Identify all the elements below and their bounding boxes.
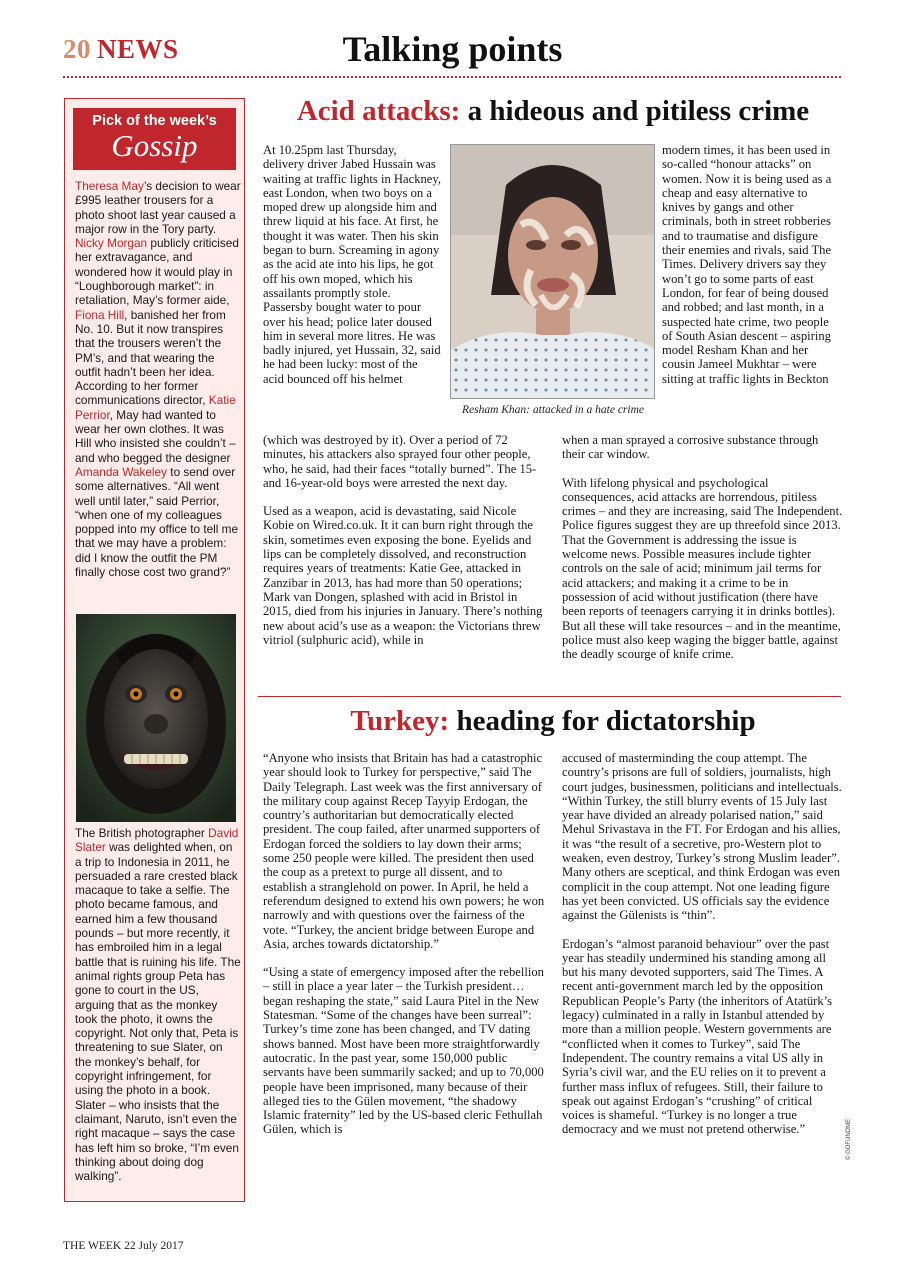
acid-victim-photo [450,144,655,399]
acid-col2-bottom-text: when a man sprayed a corrosive substance through their car window. [562,433,819,462]
turkey-headline-kicker: Turkey: [350,705,450,737]
monkey-selfie-photo [76,614,236,822]
person-name: David Slater [75,826,239,855]
turkey-col2-para1: accused of masterminding the coup attempt. The country’s prisons are full of soldiers, journalists, high court judges, businessmen, politicians and intellectuals. “Within Turkey, the still blurry events of 15 July last year have divided an already polarised nation,” said Mehul Srivastava in the FT. For Erdogan and his allies, it was “the result of a secretive, pro-Western plot to weaken, even destroy, Turkey’s strong Muslim leader”. Many others are sceptical, and think Erdogan was even complicit in the coup attempt. Not one leading figure has yet been convicted. US officials say the evidence against the Gülenists is “thin”. [562,751,842,923]
acid-col2-top: modern times, it has been used in so-called “honour attacks” on women. Now it is being used as a cheap and easy alternative to knives by gangs and other criminals, both in street robberies and to traumatise and disfigure their enemies and rivals, said The Times. Delivery drivers say they won’t go to some parts of east London, for fear of being doused and robbed; and last month, in a suspected hate crime, two people of South Asian descent – aspiring model Resham Khan and her cousin Jameel Mukhtar – were sitting at traffic lights in Beckton [662,143,832,386]
gossip-heading-line1: Pick of the week’s [92,113,217,129]
turkey-col2-para2: Erdogan’s “almost paranoid behaviour” over the past year has steadily undermined his standing among all but his many devoted supporters, said The Times. A recent anti-government march led by the opposition Republican People’s Party (the inheritors of Atatürk’s legacy) culminated in a rally in Istanbul attended by more than a million people. Western governments are “conflicted when it comes to Turkey”, said The Independent. The country remains a vital US ally in Syria’s civil war, and the EU relies on it to prevent a further mass influx of refugees. Still, their failure to speak out against Erdogan’s “crushing” of critical voices is shameful. “Turkey is no longer a true democracy and we must not pretend otherwise.” [562,936,833,1137]
acid-col1-top: At 10.25pm last Thursday, delivery driver Jabed Hussain was waiting at traffic lights in Hackney, east London, when two boys on a moped drew up alongside him and threw liquid at his face. At first, he thought it was water. Then his skin began to burn. Screaming in agony as the acid ate into his lips, he got off his own moped, which his assailants promptly stole. Passersby bought water to pour over his head; police later doused him in several more litres. He was badly injured, yet Hussain, 32, said he had been lucky: most of the acid bounced off his helmet [263,143,442,386]
acid-col2-bottom [562,433,844,661]
story-text: The British photographer [75,826,209,840]
acid-col2-para2: With lifelong physical and psychological consequences, acid attacks are horrendous, pitiless crimes – and they are increasing, said The Independent. Police figures suggest they are up threefold since 2013. That the Government is addressing the issue is welcome news. Possible measures include tighter controls on the sale of acid; minimum jail terms for acid attackers; and making it a crime to be in possession of acid without justification (there have been reports of teenagers carrying it in drinks bottles). But all these will take resources – and in the meantime, police must also keep waging the bigger battle, against the deadly scourge of knife crime. [562,475,843,662]
acid-photo-caption: Resham Khan: attacked in a hate crime [461,404,645,416]
person-name: Katie Perrior [75,393,236,422]
gossip-sidebar [64,98,245,1202]
person-name: Fiona Hill [75,307,125,322]
footer-issue: THE WEEK 22 July 2017 [63,1240,184,1252]
header-divider [63,76,841,78]
acid-headline-main: a hideous and pitiless crime [460,95,810,127]
turkey-headline-main: heading for dictatorship [449,705,756,737]
gossip-story-monkey [75,826,241,1183]
gossip-heading [73,108,236,170]
story-text: to send over some alternatives. “All went well until later,” said Perrior, “when one of my colleagues popped into my office to tell me that we may have a problem: did I know the outfit the PM finally chose cost two grand?” [75,464,239,580]
turkey-col1 [263,751,548,1137]
page-number-value: 20 [63,34,91,64]
turkey-col2 [562,751,844,1137]
acid-col1-para2: Used as a weapon, acid is devastating, said Nicole Kobie on Wired.co.uk. It it can burn right through the skin, sometimes even exposing the bone. Eyelids and lips can be completely dissolved, and reconstruction requires years of treatments: Katie Gee, attacked in Zanzibar in 2013, has had more than 50 operations; Mark van Dongen, splashed with acid in Bristol in 2015, died from his injuries in January. There’s nothing new about acid’s use as a weapon: the Victorians threw vitriol (sulphuric acid), while in [263,504,543,647]
acid-headline [258,95,848,128]
story-text: ’s decision to wear £995 leather trousers for a photo shoot last year caused a major row in the Tory party. [75,179,241,236]
person-name: Nicky Morgan [75,236,148,251]
person-name: Amanda Wakeley [75,464,168,479]
turkey-col1-para1: “Anyone who insists that Britain has had a catastrophic year should look to Turkey for perspective,” said The Daily Telegraph. Last week was the first anniversary of the military coup against Recep Tayyip Erdogan, the country’s authoritarian but democratically elected president. The coup failed, after unarmed supporters of Erdogan forced the soldiers to lay down their arms; some 250 people were killed. The president then used the coup as a pretext to purge all dissent, and to establish a stranglehold on power. In April, he held a referendum designed to extend his own powers; he won narrowly and with questions over the fairness of the vote. “Turkey, the ancient bridge between Europe and Asia, arches towards dictatorship.” [263,751,545,951]
turkey-col1-para2: “Using a state of emergency imposed after the rebellion – still in place a year later – the Turkish president… began reshaping the state,” said Laura Pitel in the New Statesman. “Some of the changes have been surreal”: Turkey’s time zone has been changed, and TV dating shows banned. Most have been more straightforwardly autocratic. In the past year, some 150,000 public servants have been summarily sacked; and up to 70,000 people have been imprisoned, many because of their alleged ties to the Gülen movement, “the shadowy Islamic fraternity” led by the US-based cleric Fethullah Gülen, which is [263,965,544,1137]
page-title: Talking points [342,29,563,69]
article-divider [258,696,841,697]
section-label: NEWS [97,34,179,64]
story-text: , May had wanted to wear her own clothes. It was Hill who insisted she couldn’t – and who begged the designer [75,407,236,465]
gossip-heading-line2: Gossip [111,128,198,163]
story-text: publicly criticised her extravagance, and wondered how it would play in “Loughborough market”: in retaliation, May’s former aide, [75,236,239,308]
story-text: was delighted when, on a trip to Indonesia in 2011, he persuaded a rare crested black macaque to take a selfie. The photo became famous, and earned him a few thousand pounds – but more recently, it has embroiled him in a legal battle that is ruining his life. The animal rights group Peta has gone to court in the US, arguing that as the monkey took the photo, it owns the copyright. Not only that, Peta is threatening to sue Slater, on the monkey’s behalf, for copyright infringement, for using the photo in a book. Slater – who insists that the claimant, Naruto, isn’t even the right macaque – says the case has left him so broke, “I’m even thinking about doing dog walking”. [75,840,241,1184]
acid-col1-bottom-text: (which was destroyed by it). Over a period of 72 minutes, his attackers also sprayed four other people, who, he said, had their faces “totally burned”. The 15- and 16-year-old boys were arrested the next day. [263,433,537,490]
story-text: , banished her from No. 10. But it now transpires that the trousers weren’t the PM’s, and that wearing the outfit hadn’t been her idea. According to her former communications director, [75,307,226,408]
turkey-headline [258,705,848,738]
gossip-story-trousers [75,179,241,579]
photo-credit: © GOFUNDME [846,1118,852,1160]
acid-headline-kicker: Acid attacks: [296,95,461,127]
person-name: Theresa May [75,179,144,193]
acid-col1-bottom [263,433,548,647]
